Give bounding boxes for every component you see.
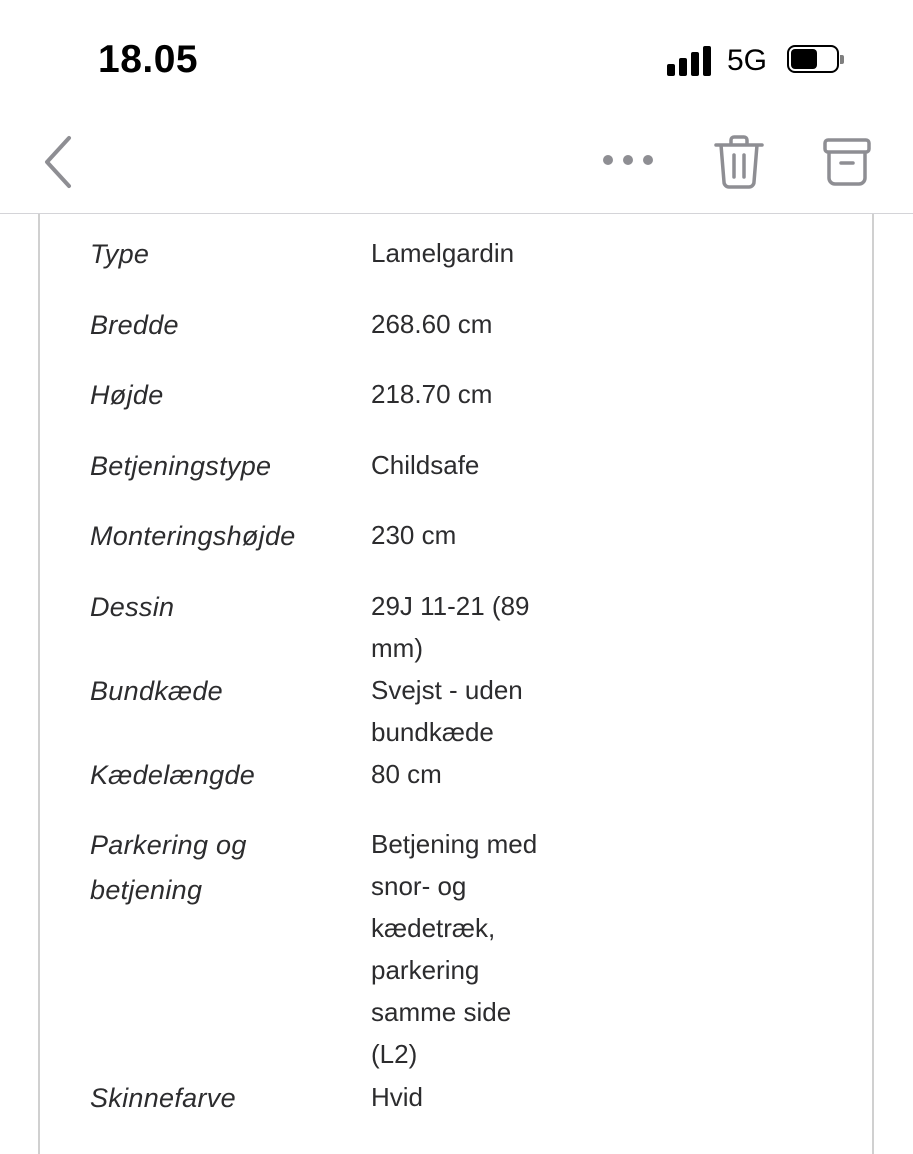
spec-value: Childsafe xyxy=(371,450,480,480)
spec-label: Højde xyxy=(90,380,164,410)
spec-value: 218.70 cm xyxy=(371,379,493,409)
status-time: 18.05 xyxy=(98,38,199,81)
spec-row xyxy=(90,753,590,823)
spec-row xyxy=(90,585,590,669)
spec-value: Lamelgardin xyxy=(371,238,515,268)
network-type: 5G xyxy=(727,44,768,77)
more-icon[interactable] xyxy=(600,148,656,172)
spec-value: Betjening med snor- og kædetræk, parkering samme side (L2) xyxy=(371,829,538,1069)
navigation-bar xyxy=(0,110,913,214)
status-bar xyxy=(0,0,913,110)
spec-row xyxy=(90,1076,590,1136)
spec-row xyxy=(90,373,590,444)
spec-label: Type xyxy=(90,239,150,269)
spec-label: Parkering og betjening xyxy=(90,830,247,905)
archive-icon[interactable] xyxy=(822,136,872,188)
battery-icon xyxy=(787,45,843,75)
spec-row xyxy=(90,444,590,514)
spec-row xyxy=(90,232,590,303)
spec-label: Monteringshøjde xyxy=(90,521,296,551)
spec-label: Betjeningstype xyxy=(90,451,272,481)
spec-value: Svejst - uden bundkæde xyxy=(371,675,523,747)
spec-label: Kædelængde xyxy=(90,760,256,790)
spec-label: Bundkæde xyxy=(90,676,223,706)
spec-value: 268.60 cm xyxy=(371,309,493,339)
cellular-signal-icon xyxy=(667,46,715,76)
spec-label: Bredde xyxy=(90,310,179,340)
spec-label: Dessin xyxy=(90,592,175,622)
back-chevron-icon[interactable] xyxy=(40,134,76,190)
spec-value: 230 cm xyxy=(371,520,457,550)
spec-label: Skinnefarve xyxy=(90,1083,236,1113)
spec-value: 29J 11-21 (89 mm) xyxy=(371,591,530,663)
spec-row xyxy=(90,823,590,1076)
spec-row xyxy=(90,669,590,753)
spec-value: 80 cm xyxy=(371,759,442,789)
spec-value: Hvid xyxy=(371,1082,424,1112)
product-spec-table xyxy=(90,232,590,1136)
trash-icon[interactable] xyxy=(713,134,765,190)
spec-row xyxy=(90,303,590,373)
spec-row xyxy=(90,514,590,585)
